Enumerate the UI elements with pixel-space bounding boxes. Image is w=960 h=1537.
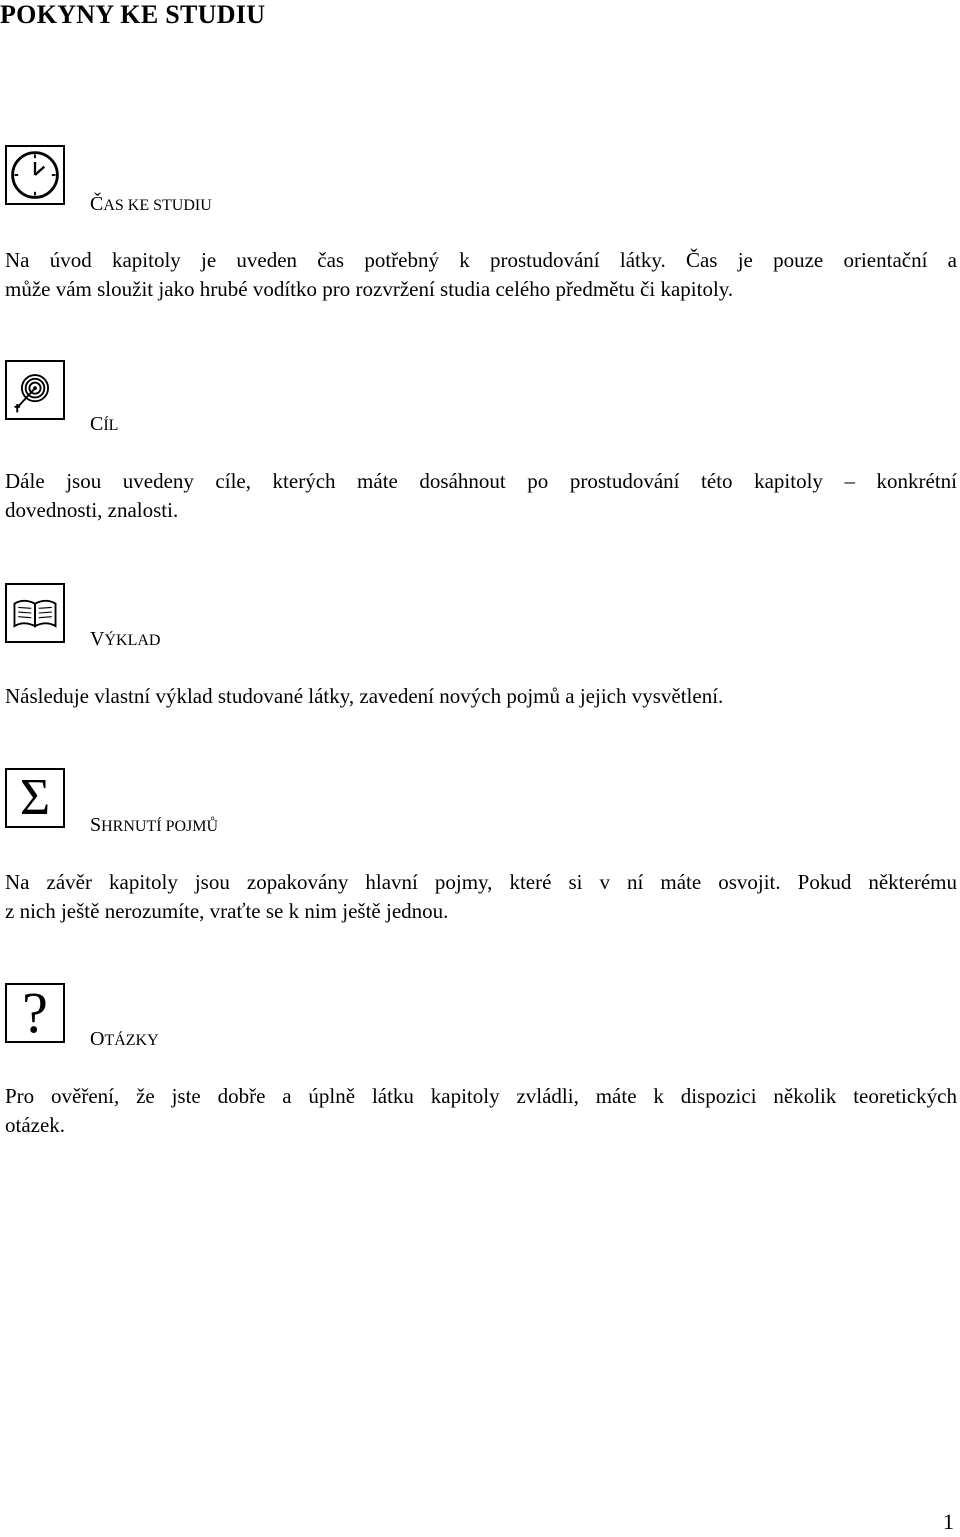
section-text-vyklad-line1: Následuje vlastní výklad studované látky, zavedení nových pojmů a jejich vysvětlení. bbox=[5, 684, 724, 708]
section-text-cas-line1: Na úvod kapitoly je uveden čas potřebný k prostudování látky. Čas je pouze orientační a bbox=[5, 248, 957, 272]
sigma-icon bbox=[5, 768, 65, 828]
page-number: 1 bbox=[943, 1509, 954, 1534]
section-heading-otazky: OTÁZKY bbox=[90, 1028, 159, 1050]
section-heading-cas: ČAS KE STUDIU bbox=[90, 193, 212, 215]
section-text-otazky-line1: Pro ověření, že jste dobře a úplně látku kapitoly zvládli, máte k dispozici několik teoretických bbox=[5, 1084, 957, 1108]
question-symbol: ? bbox=[22, 980, 48, 1045]
section-heading-vyklad: VÝKLAD bbox=[90, 628, 161, 650]
section-text-cil-line2: dovednosti, znalosti. bbox=[5, 498, 179, 522]
section-heading-shrnuti: SHRNUTÍ POJMŮ bbox=[90, 814, 219, 836]
target-icon bbox=[5, 360, 65, 420]
question-icon bbox=[5, 980, 65, 1045]
section-heading-cil: CÍL bbox=[90, 413, 119, 435]
section-text-cil-line1: Dále jsou uvedeny cíle, kterých máte dosáhnout po prostudování této kapitoly – konkrétní bbox=[5, 469, 957, 493]
clock-icon bbox=[5, 145, 65, 205]
book-icon bbox=[5, 583, 65, 643]
section-text-shrnuti-line2: z nich ještě nerozumíte, vraťte se k nim ještě jednou. bbox=[5, 899, 449, 923]
section-text-cas-line2: může vám sloužit jako hrubé vodítko pro rozvržení studia celého předmětu či kapitoly. bbox=[5, 277, 734, 301]
page-title: POKYNY KE STUDIU bbox=[0, 0, 266, 29]
section-text-otazky-line2: otázek. bbox=[5, 1113, 66, 1137]
section-text-shrnuti-line1: Na závěr kapitoly jsou zopakovány hlavní pojmy, které si v ní máte osvojit. Pokud některému bbox=[5, 870, 957, 894]
sigma-symbol: Σ bbox=[19, 769, 51, 826]
